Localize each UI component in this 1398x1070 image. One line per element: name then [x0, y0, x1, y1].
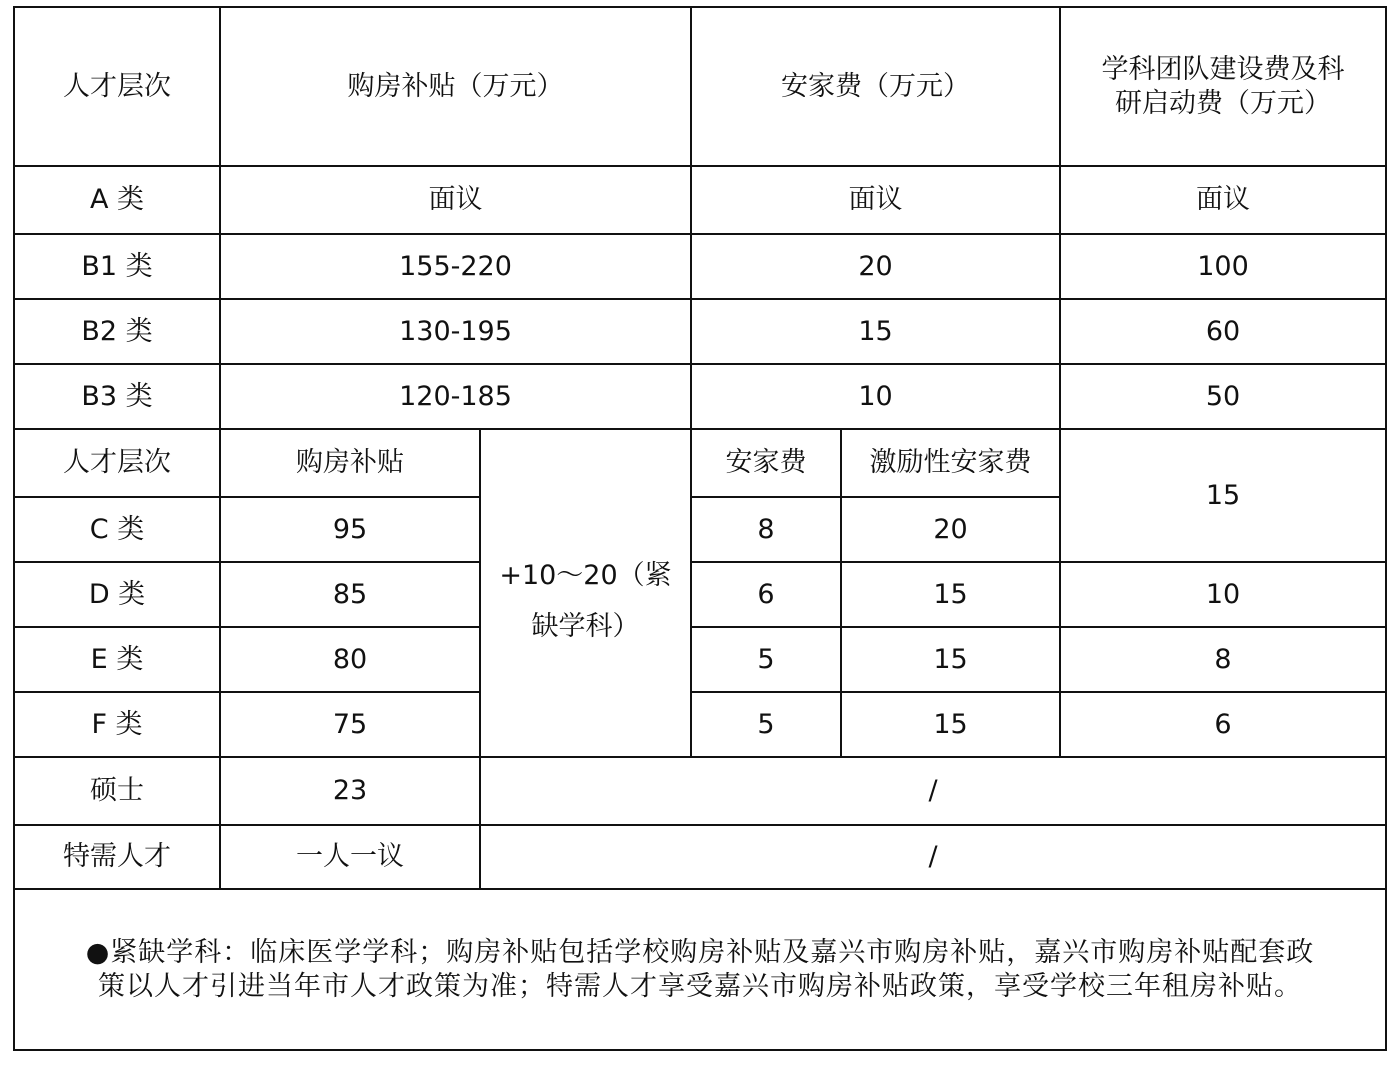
sub-header-housing: 购房补贴	[220, 429, 480, 497]
team-cell-c: 15	[1060, 429, 1386, 562]
team-cell: 面议	[1060, 166, 1386, 234]
table-row	[14, 627, 1386, 692]
level-cell: C 类	[14, 497, 220, 562]
settle-cell: 面议	[691, 166, 1060, 234]
header-team-line1: 学科团队建设费及科	[1101, 53, 1345, 85]
housing-cell: 75	[220, 692, 480, 757]
housing-cell: 85	[220, 562, 480, 627]
level-cell: E 类	[14, 627, 220, 692]
not-applicable-cell: /	[480, 757, 1386, 825]
bonus-line2: 缺学科）	[531, 611, 640, 643]
settle-cell: 10	[691, 364, 1060, 429]
housing-cell: 130-195	[220, 299, 691, 364]
settle-cell: 15	[691, 299, 1060, 364]
level-cell: B2 类	[14, 299, 220, 364]
header-housing: 购房补贴（万元）	[220, 7, 691, 166]
table-row	[14, 364, 1386, 429]
level-cell: 硕士	[14, 757, 220, 825]
housing-cell: 面议	[220, 166, 691, 234]
header-team	[1060, 7, 1386, 166]
level-cell: A 类	[14, 166, 220, 234]
team-cell: 6	[1060, 692, 1386, 757]
note-line2: 策以人才引进当年市人才政策为准；特需人才享受嘉兴市购房补贴政策，享受学校三年租房补贴。	[98, 970, 1302, 1002]
note-cell	[14, 889, 1386, 1050]
scarce-discipline-bonus-cell	[480, 429, 691, 757]
housing-cell: 95	[220, 497, 480, 562]
header-team-line2: 研启动费（万元）	[1115, 87, 1331, 119]
bonus-line1: +10～20（紧	[499, 560, 672, 592]
level-cell: B1 类	[14, 234, 220, 299]
housing-cell: 80	[220, 627, 480, 692]
level-cell: 特需人才	[14, 825, 220, 889]
header-settle: 安家费（万元）	[691, 7, 1060, 166]
incentive-cell: 20	[841, 497, 1060, 562]
sub-header-row	[14, 429, 1386, 497]
sub-header-level: 人才层次	[14, 429, 220, 497]
header-level: 人才层次	[14, 7, 220, 166]
incentive-cell: 15	[841, 692, 1060, 757]
note-row	[14, 889, 1386, 1050]
level-cell: F 类	[14, 692, 220, 757]
settle-cell: 20	[691, 234, 1060, 299]
level-cell: D 类	[14, 562, 220, 627]
settle-cell: 5	[691, 692, 841, 757]
table-row	[14, 692, 1386, 757]
housing-cell: 一人一议	[220, 825, 480, 889]
team-cell: 100	[1060, 234, 1386, 299]
table-row	[14, 166, 1386, 234]
table-row	[14, 299, 1386, 364]
talent-subsidy-table	[13, 6, 1387, 1051]
housing-cell: 120-185	[220, 364, 691, 429]
incentive-cell: 15	[841, 627, 1060, 692]
note-line1: ●紧缺学科：临床医学学科；购房补贴包括学校购房补贴及嘉兴市购房补贴，嘉兴市购房补贴配套政	[85, 936, 1315, 968]
sub-header-incentive: 激励性安家费	[841, 429, 1060, 497]
settle-cell: 6	[691, 562, 841, 627]
settle-cell: 5	[691, 627, 841, 692]
team-cell: 8	[1060, 627, 1386, 692]
settle-cell: 8	[691, 497, 841, 562]
table-header-row	[14, 7, 1386, 166]
team-cell: 60	[1060, 299, 1386, 364]
incentive-cell: 15	[841, 562, 1060, 627]
table-row	[14, 825, 1386, 889]
team-cell: 10	[1060, 562, 1386, 627]
not-applicable-cell: /	[480, 825, 1386, 889]
table-row	[14, 757, 1386, 825]
level-cell: B3 类	[14, 364, 220, 429]
table-row	[14, 234, 1386, 299]
housing-cell: 155-220	[220, 234, 691, 299]
team-cell: 50	[1060, 364, 1386, 429]
housing-cell: 23	[220, 757, 480, 825]
sub-header-settle: 安家费	[691, 429, 841, 497]
table-row	[14, 562, 1386, 627]
